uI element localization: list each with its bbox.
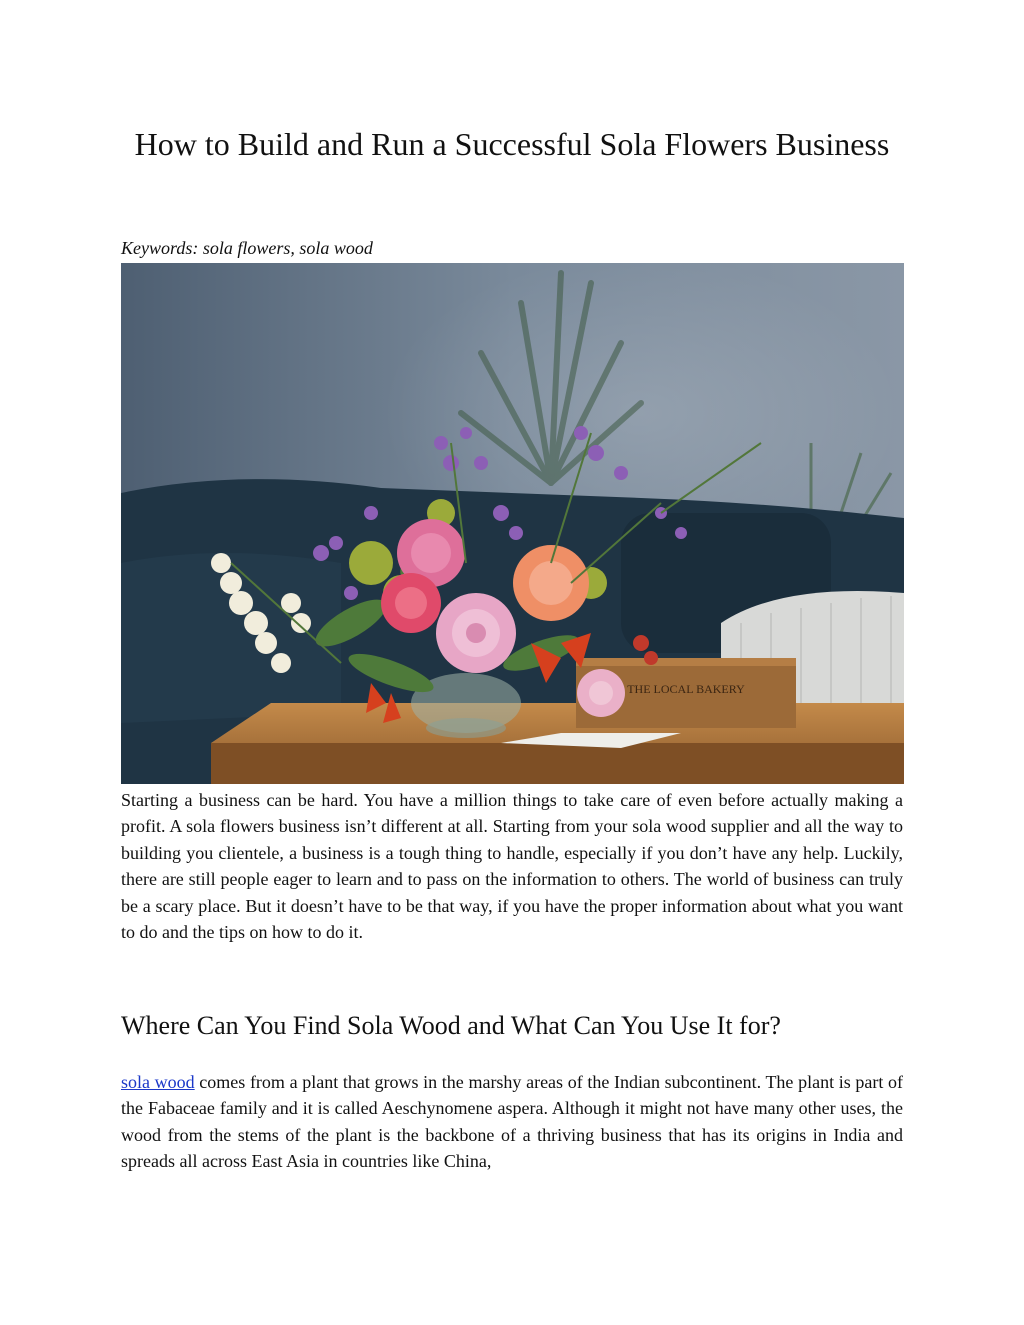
flower-arrangement-photo — [121, 263, 904, 784]
photo-illustration — [121, 263, 904, 784]
sola-wood-paragraph — [121, 1069, 903, 1175]
keywords-line: Keywords: sola flowers, sola wood — [121, 238, 373, 258]
sola-wood-link[interactable]: sola wood — [121, 1072, 195, 1092]
section-heading: Where Can You Find Sola Wood and What Can You Use It for? — [121, 1011, 781, 1040]
intro-paragraph: Starting a business can be hard. You have a million things to take care of even before actually making a profit. A sola flowers business isn’t different at all. Starting from your sola wood supplier and all the way to building you clientele, a business is a tough thing to handle, especially if you don’t have any help. Luckily, there are still people eager to learn and to pass on the information to others. The world of business can truly be a scary place. But it doesn’t have to be that way, if you have the proper information about what you want to do and the tips on how to do it. — [121, 790, 903, 943]
page-title: How to Build and Run a Successful Sola Flowers Business — [134, 126, 890, 162]
sola-wood-paragraph-text: comes from a plant that grows in the marshy areas of the Indian subcontinent. The plant is part of the Fabaceae family and it is called Aeschynomene aspera. Although it might not have many other uses, the wood from the stems of the plant is the backbone of a thriving business that has its origins in India and spreads all across East Asia in countries like China, — [121, 1072, 904, 1172]
svg-text:THE LOCAL BAKERY: THE LOCAL BAKERY — [627, 682, 745, 696]
